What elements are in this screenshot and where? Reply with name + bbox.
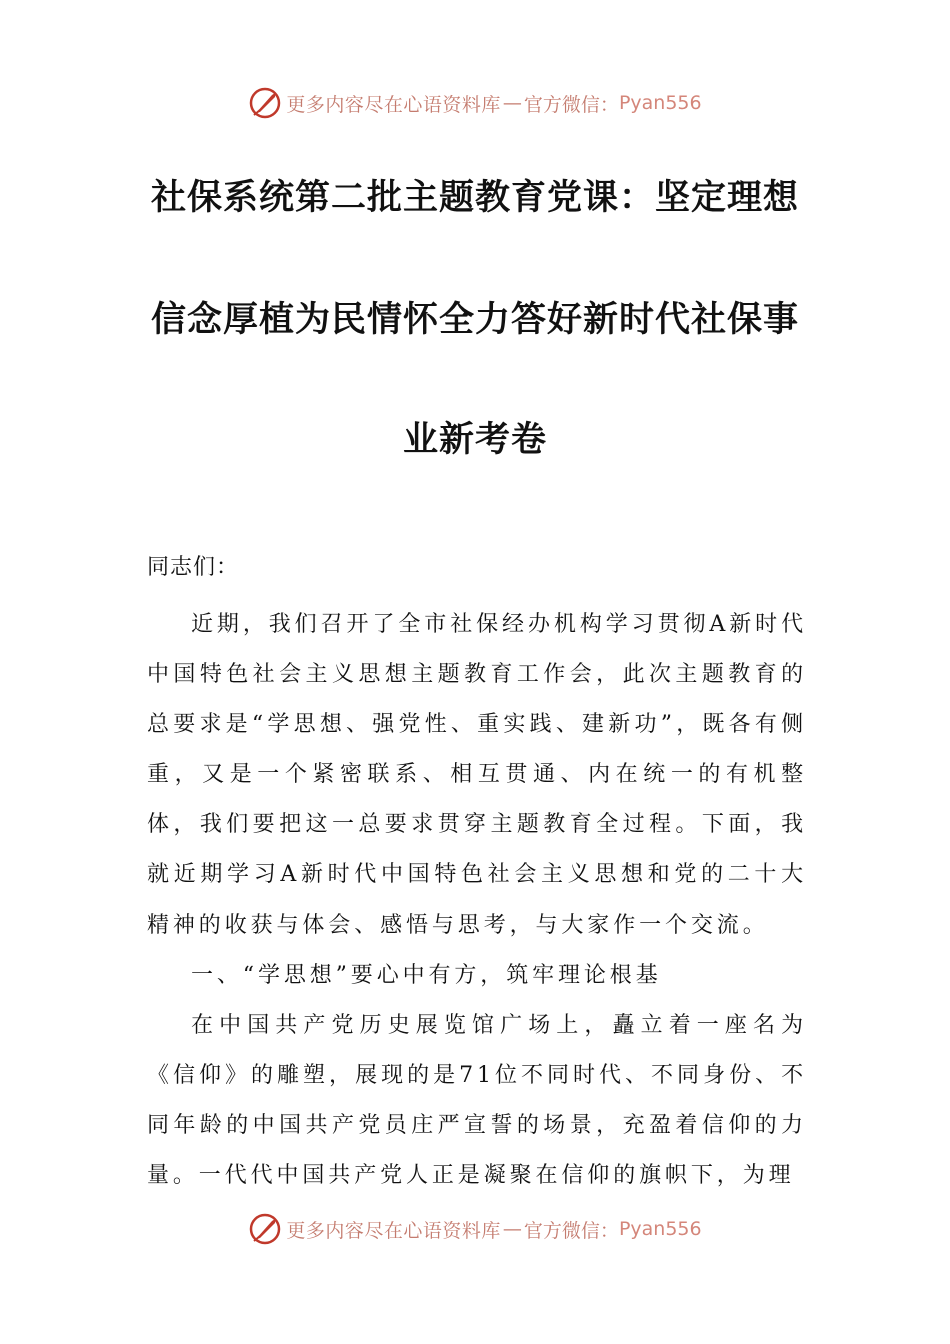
header-watermark-banner [0,83,950,123]
banner-official-label: 官方微信： [523,1219,619,1242]
document-title-line-1: 社保系统第二批主题教育党课：坚定理想 [150,178,799,218]
banner-wechat-id: Pyan556 [618,92,702,114]
document-title-line-3: 业新考卷 [402,420,547,460]
quill-logo-icon [248,1212,282,1246]
footer-watermark-banner [0,1209,950,1249]
body-paragraph-1: 近期，我们召开了全市社保经办机构学习贯彻A新时代中国特色社会主义思想主题教育工作会，此次主题教育的总要求是“学思想、强党性、重实践、建新功”，既各有侧重，又是一个紧密联系、相互贯通、内在统一的有机整体，我们要把这一总要求贯穿主题教育全过程。下面，我就近期学习A新时代中国特色社会主义思想和党的二十大精神的收获与体会、感悟与思考，与大家作一个交流。 [147,612,807,938]
banner-separator: — [502,1218,522,1240]
banner-wechat-id: Pyan556 [618,1218,702,1240]
banner-site-text: 更多内容尽在心语资料库 [286,1219,501,1242]
salutation: 同志们： [147,555,240,580]
banner-separator: — [502,92,522,114]
section-heading-1: 一、“学思想”要心中有方，筑牢理论根基 [191,962,662,988]
banner-site-text: 更多内容尽在心语资料库 [286,93,501,116]
body-paragraph-2: 在中国共产党历史展览馆广场上，矗立着一座名为《信仰》的雕塑，展现的是71位不同时代、不同身份、不同年龄的中国共产党员庄严宣誓的场景，充盈着信仰的力量。一代代中国共产党人正是凝聚在信仰的旗帜下，为理 [147,1012,807,1189]
quill-logo-icon [248,86,282,120]
banner-official-label: 官方微信： [523,93,619,116]
document-body [147,600,807,1201]
document-title-line-2: 信念厚植为民情怀全力答好新时代社保事 [150,300,799,340]
